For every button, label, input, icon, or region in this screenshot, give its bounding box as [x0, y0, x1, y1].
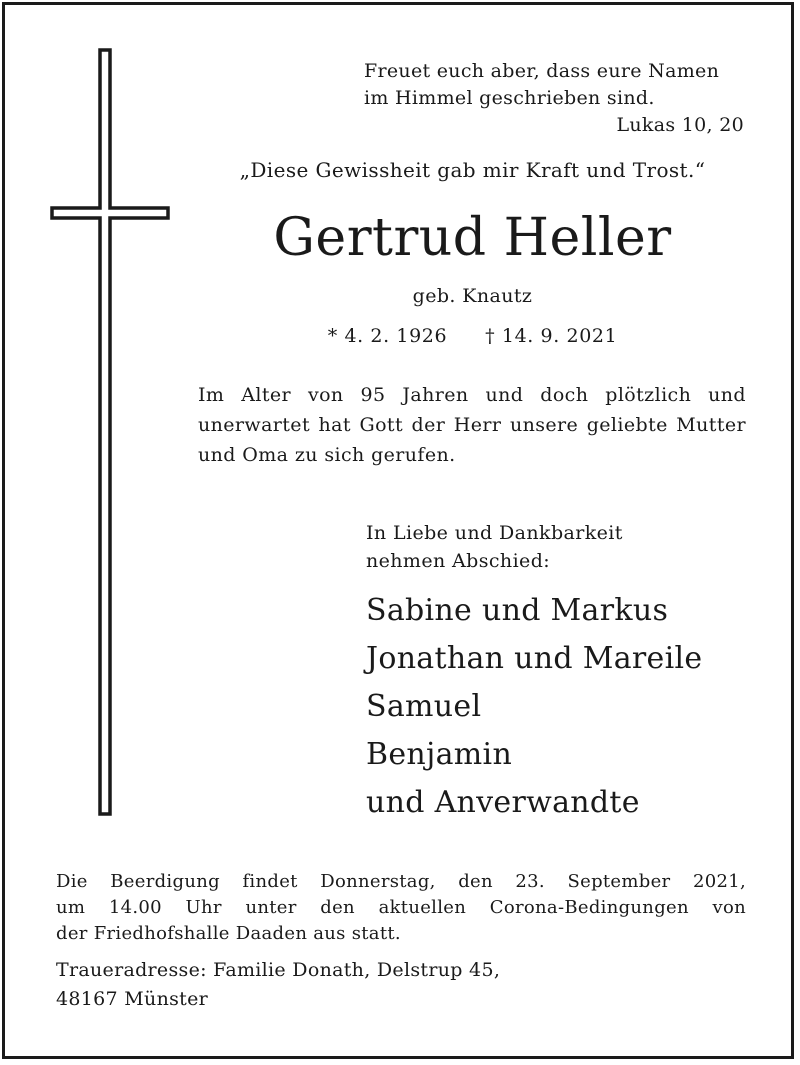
mourners-list	[366, 587, 766, 827]
funeral-line-1: Die Beerdigung findet Donnerstag, den 23. September 2021,	[56, 871, 746, 892]
deceased-name: Gertrud Heller	[273, 208, 672, 268]
farewell-line-2: nehmen Abschied:	[366, 550, 551, 572]
birth-date: * 4. 2. 1926	[327, 325, 448, 347]
mourner-name: Samuel	[366, 689, 482, 724]
death-date: † 14. 9. 2021	[485, 325, 618, 347]
mourner-name: und Anverwandte	[366, 785, 640, 820]
mourner-name: Sabine und Markus	[366, 593, 669, 628]
funeral-details	[56, 869, 746, 947]
farewell-line-1: In Liebe und Dankbarkeit	[366, 522, 623, 544]
quote: „Diese Gewissheit gab mir Kraft und Trost.“	[239, 158, 706, 182]
verse-reference: Lukas 10, 20	[616, 114, 744, 136]
life-dates	[200, 325, 745, 347]
maiden-name: geb. Knautz	[412, 285, 533, 307]
address-line-2: 48167 Münster	[56, 988, 209, 1010]
announcement-text: Im Alter von 95 Jahren und doch plötzlich und unerwartet hat Gott der Herr unsere geliebte Mutter und Oma zu sich gerufen.	[198, 384, 746, 466]
bible-verse	[364, 58, 744, 139]
funeral-line-2: um 14.00 Uhr unter den aktuellen Corona-Bedingungen von	[56, 897, 746, 918]
funeral-line-3: der Friedhofshalle Daaden aus statt.	[56, 923, 401, 944]
verse-line-1: Freuet euch aber, dass eure Namen	[364, 60, 720, 82]
address-line-1: Traueradresse: Familie Donath, Delstrup 45,	[56, 959, 501, 981]
mourner-name: Jonathan und Mareile	[366, 641, 703, 676]
cross-icon	[50, 48, 170, 818]
verse-line-2: im Himmel geschrieben sind.	[364, 87, 655, 109]
farewell-intro	[366, 519, 746, 575]
mourning-address	[56, 956, 656, 1014]
mourner-name: Benjamin	[366, 737, 513, 772]
